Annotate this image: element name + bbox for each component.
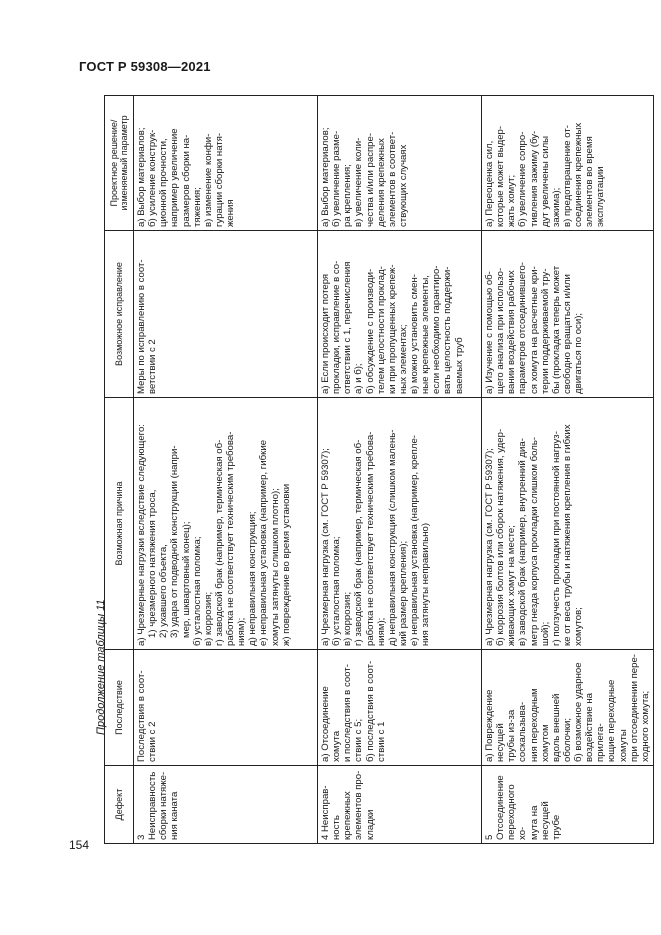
fix-line: параметров отсоединившего- — [517, 262, 529, 394]
fix-line: ные крепежные элементы, — [420, 275, 432, 394]
table-row — [318, 96, 482, 844]
cause-line: 2) ухавшего объекта, — [158, 544, 170, 638]
col-header-cause: Возможная причина — [105, 398, 134, 650]
cell-consequence — [134, 650, 318, 766]
design-line: б) увеличение разме- — [331, 130, 343, 227]
consequence-line: и последствия в соот- — [342, 664, 354, 762]
defect-line: 5 Отсоединение — [484, 775, 507, 840]
fix-line: б) обсуждение с производи- — [364, 268, 376, 394]
cause-line: работка не соответствует техническим требова- — [225, 431, 236, 646]
consequence-line: ющие переходные хомуты — [606, 679, 629, 762]
defect-line: трубе — [550, 814, 562, 840]
fix-line: ся хомута на расчетные кри- — [528, 266, 540, 394]
table-row — [482, 96, 654, 844]
fix-line: ваемых труб — [453, 337, 465, 394]
design-line: б) увеличение сопро- — [517, 131, 529, 227]
consequence-line: при отсоединении пере- — [628, 654, 640, 762]
defect-line: 4 Неисправ- — [320, 785, 331, 840]
consequence-line: ствии с 1 — [375, 721, 387, 762]
cause-line: мер, шквартовный конец); — [180, 521, 192, 638]
cause-line: б) усталостная поломка; — [331, 536, 343, 646]
fix-line: свободно вращаться и/или — [561, 274, 573, 394]
design-line: например увеличение — [169, 128, 181, 227]
defect-line: кладки — [364, 809, 376, 840]
cause-line: е) неправильная установка (например, крепле- — [409, 435, 420, 646]
fix-line: терии поддерживаемой тру- — [539, 268, 551, 394]
cause-line: д) неправильная конструкция (слишком малень- — [386, 429, 398, 646]
consequence-line: б) последствия в соот- — [364, 660, 376, 762]
design-line: жать хомут; — [506, 174, 518, 227]
cause-line: ке от веса трубы и натяжения крепления в гибких — [561, 424, 573, 646]
cause-line: ж) повреждение во время установки — [280, 483, 292, 646]
cause-line: шой); — [539, 621, 551, 646]
cause-line: 3) удара от подводной конструкции (напри- — [169, 445, 181, 638]
cause-line: а) Чрезмерная нагрузка (см. ГОСТ Р 59307); — [320, 448, 331, 646]
consequence-line: ствии с 2 — [147, 721, 159, 762]
design-line: а) Выбор материалов; — [320, 127, 331, 227]
cause-line: г) заводской брак (например, термическая об- — [213, 439, 225, 646]
cell-defect — [134, 766, 318, 844]
design-line: в) предотвращение от- — [561, 125, 573, 227]
cell-consequence — [482, 650, 654, 766]
cell-fix — [318, 231, 482, 398]
design-line: жения — [225, 199, 236, 227]
cause-line: кий размер крепления); — [397, 540, 409, 646]
consequence-line: ствии с 5; — [353, 718, 365, 762]
design-line: элементов во время — [584, 136, 596, 227]
design-line: в) изменение конфи- — [202, 133, 214, 227]
consequence-line: вдоль внешней оболочки; — [550, 693, 573, 762]
cell-defect — [482, 766, 654, 844]
cell-cause — [134, 398, 318, 650]
cause-line: б) усталостная поломка; — [191, 536, 203, 646]
cell-defect — [318, 766, 482, 844]
design-line: элементов в соответ- — [386, 131, 398, 227]
design-line: размеров сборки на- — [180, 134, 192, 227]
design-line: дут увеличены силы — [539, 135, 551, 227]
design-line: ционной прочности, — [158, 138, 170, 227]
cell-design — [134, 96, 318, 231]
consequence-line: а) Отсоединение хомута — [320, 686, 343, 762]
defect-line: 3 Неисправность — [136, 771, 159, 840]
design-line: ствующих случаях — [397, 144, 409, 227]
page-number: 154 — [69, 838, 90, 852]
fix-line: Меры по исправлению в соот- — [136, 259, 147, 394]
cause-line: д) неправильная конструкция; — [247, 511, 259, 646]
cause-line: в) коррозия; — [342, 591, 354, 646]
fix-line: бы (прокладка теперь может — [550, 265, 562, 394]
cell-design — [318, 96, 482, 231]
fix-line: телем целостности проклад- — [375, 266, 387, 394]
design-line: тивления зажиму (бу- — [528, 130, 540, 227]
cause-line: ниям); — [236, 617, 248, 646]
col-header-design: Проектное решение/ изменяемый параметр — [105, 96, 134, 231]
cause-line: г) ползучесть прокладки при постоянной нагруз- — [550, 431, 562, 646]
cause-line: ния затянуты неправильно) — [420, 522, 432, 646]
cause-line: в) заводской брак (например, внутренний диа- — [517, 438, 529, 646]
design-line: а) Переоценка сил, — [484, 140, 495, 227]
fix-line: ных элементах; — [397, 324, 409, 394]
design-line: б) усиление конструк- — [147, 129, 159, 227]
consequence-line: ходного хомута; — [639, 690, 651, 762]
cell-fix — [134, 231, 318, 398]
fix-line: ветствии с 2 — [147, 339, 159, 394]
col-header-defect: Дефект — [105, 766, 134, 844]
fix-line: щего анализа при использо- — [495, 267, 507, 394]
design-line: чества и/или распре- — [364, 132, 376, 227]
consequence-line: а) Повреждение несущей — [484, 689, 507, 762]
defects-table — [104, 95, 654, 844]
cause-line: г) заводской брак (например, термическая об- — [353, 439, 365, 646]
design-line: которые может выдер- — [495, 125, 507, 227]
fix-line: если необходимо гарантиро- — [431, 265, 443, 394]
fix-line: ответствии с 1, перечисления — [342, 261, 354, 394]
fix-line: вании воздействия рабочих — [506, 270, 518, 394]
fix-line: вать целостность поддержи- — [442, 266, 454, 394]
defect-line: элементов про- — [353, 770, 365, 840]
cause-line: ниям); — [375, 617, 387, 646]
cell-cause — [482, 398, 654, 650]
table-row — [134, 96, 318, 844]
col-header-fix: Возможное исправление — [105, 231, 134, 398]
consequence-line: ния переходным хомутом — [528, 688, 551, 762]
design-line: тяжения; — [191, 187, 203, 227]
fix-line: прокладки, исправление в со- — [331, 260, 343, 394]
consequence-line: воздействие на прилега- — [584, 693, 607, 762]
cause-line: в) коррозия; — [202, 591, 214, 646]
cell-consequence — [318, 650, 482, 766]
cell-design — [482, 96, 654, 231]
cause-line: хомуты затянуты слишком плотно); — [269, 488, 281, 646]
design-line: зажима); — [550, 187, 562, 227]
cell-cause — [318, 398, 482, 650]
cause-line: е) неправильная установка (например, гибкие — [258, 439, 270, 646]
defect-line: ность крепежных — [331, 791, 354, 840]
design-line: в) увеличение коли- — [353, 137, 365, 227]
design-line: гурации сборки натя- — [213, 132, 225, 227]
fix-line: двигаться по оси); — [573, 312, 584, 394]
cause-line: а) Чрезмерные нагрузки вследствие следующего: — [136, 424, 147, 646]
cause-line: живающих хомут на месте; — [506, 525, 518, 646]
defect-line: ния каната — [169, 791, 181, 840]
cause-line: работка не соответствует техническим требова- — [364, 431, 376, 646]
document-header: ГОСТ Р 59308—2021 — [79, 59, 211, 74]
fix-line: а) и б); — [353, 363, 365, 394]
cell-fix — [482, 231, 654, 398]
cause-line: метр гнезда корпуса прокладки слишком боль- — [528, 436, 540, 646]
fix-line: а) Если происходит потеря — [320, 273, 331, 394]
fix-line: в) можно установить смен- — [409, 274, 420, 394]
fix-line: ки при пропущенных крепеж- — [386, 264, 398, 394]
cause-line: 1) чрезмерного натяжения троса, — [147, 489, 159, 638]
col-header-consequence: Последствие — [105, 650, 134, 766]
consequence-line: б) возможное ударное — [573, 662, 584, 762]
cause-line: хомутов; — [573, 607, 584, 646]
table-header-row — [105, 96, 134, 844]
design-line: деления крепежных — [375, 138, 387, 227]
design-line: эксплуатации — [595, 166, 607, 227]
consequence-line: трубы из-за соскальзыва- — [506, 701, 529, 762]
defect-line: сборки натяже- — [158, 771, 170, 840]
rotated-table — [104, 96, 651, 844]
design-line: соединения крепежных — [573, 122, 584, 227]
cause-line: а) Чрезмерная нагрузка (см. ГОСТ Р 59307); — [484, 448, 495, 646]
consequence-line: Последствия в соот- — [136, 670, 147, 762]
design-line: а) Выбор материалов; — [136, 127, 147, 227]
fix-line: а) Изучение с помощью об- — [484, 271, 495, 394]
table-caption: Продолжение таблицы 11 — [95, 599, 107, 735]
defect-line: мута на несущей — [528, 801, 551, 840]
cause-line: б) коррозия болтов или сборок натяжения, удер- — [495, 428, 507, 646]
defect-line: переходного хо- — [506, 784, 529, 840]
design-line: ра крепления; — [342, 164, 354, 227]
